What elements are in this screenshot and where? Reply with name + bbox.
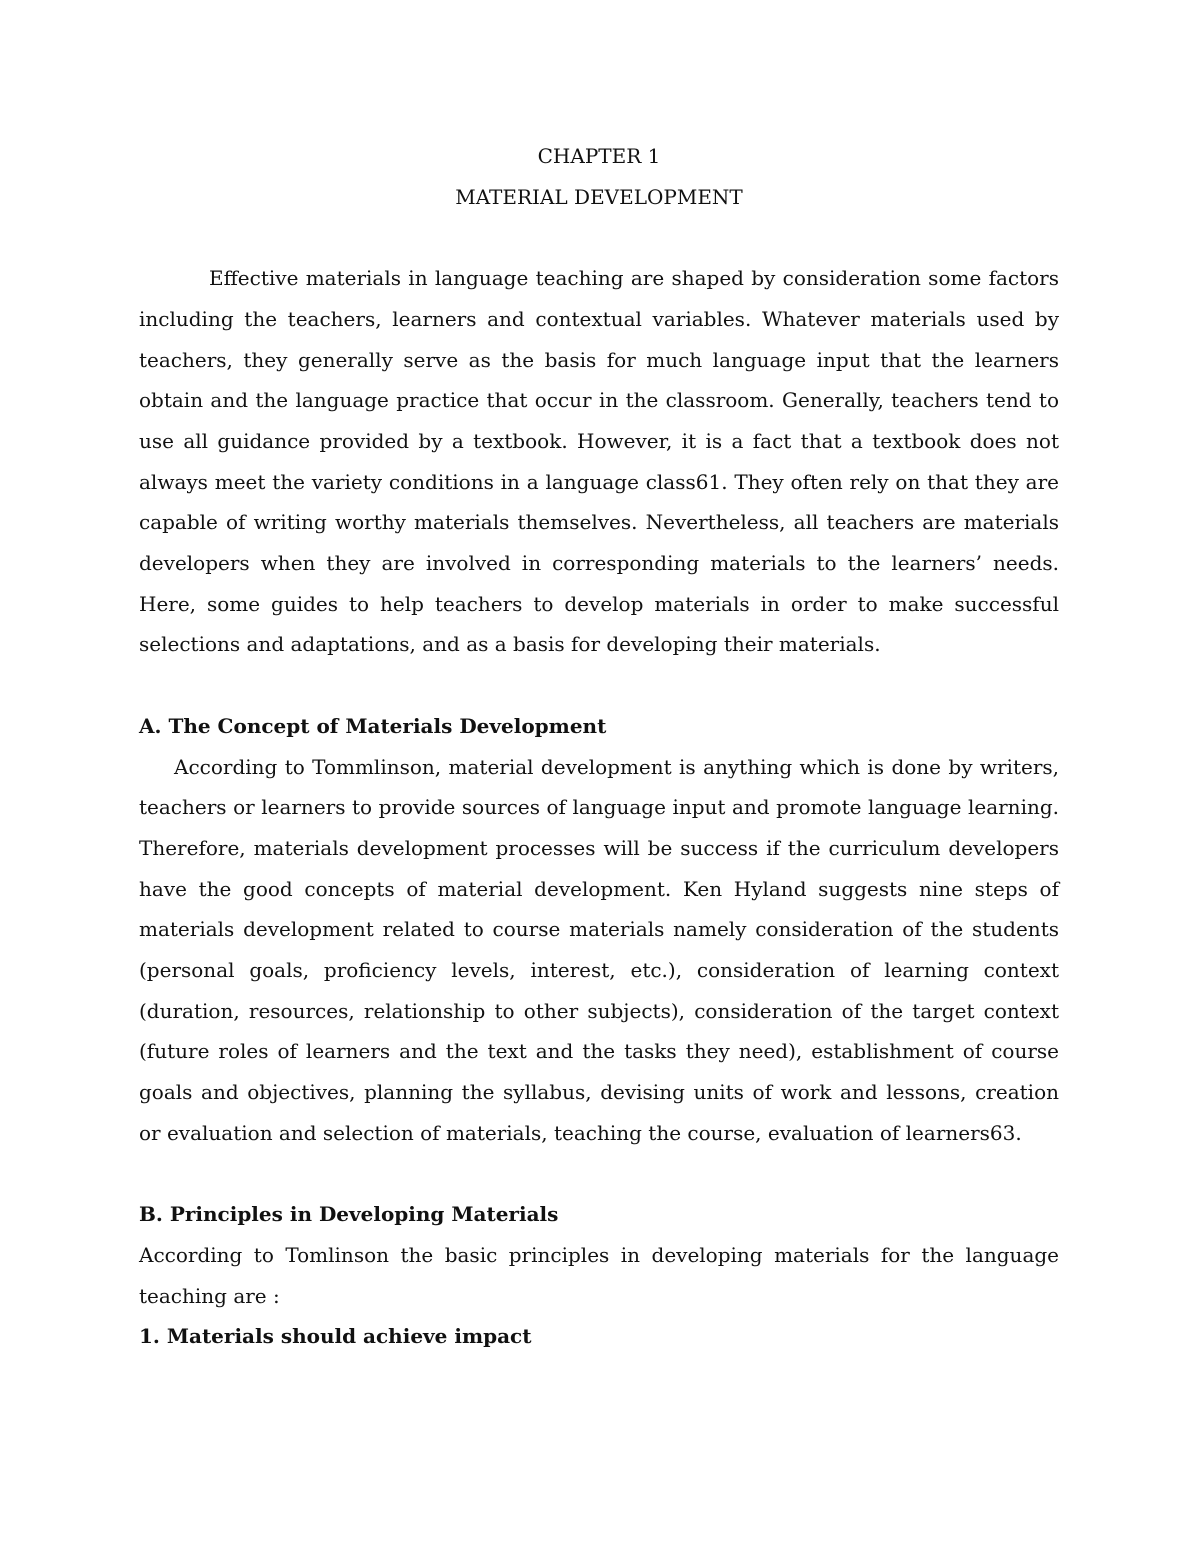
section-a-paragraph: According to Tommlinson, material development is anything which is done by writers, teachers or learners to provide sources of language input and promote language learning. Therefore, materials development processes will be success if the curriculum developers have the good concepts of material development. Ken Hyland suggests nine steps of materials development related to course materials namely consideration of the students (personal goals, proficiency levels, interest, etc.), consideration of learning context (duration, resources, relationship to other subjects), consideration of the target context (future roles of learners and the text and the tasks they need), establishment of course goals and objectives, planning the syllabus, devising units of work and lessons, creation or evaluation and selection of materials, teaching the course, evaluation of learners63. [139,754,1059,1145]
section-b-heading: B. Principles in Developing Materials [139,1202,559,1227]
numbered-principle-1: 1. Materials should achieve impact [139,1324,532,1349]
chapter-number: CHAPTER 1 [537,144,661,168]
section-b-paragraph: According to Tomlinson the basic principles in developing materials for the language teaching are : [139,1242,1059,1308]
intro-paragraph: Effective materials in language teaching are shaped by consideration some factors including the teachers, learners and contextual variables. Whatever materials used by teachers, they generally serve as the basis for much language input that the learners obtain and the language practice that occur in the classroom. Generally, teachers tend to use all guidance provided by a textbook. However, it is a fact that a textbook does not always meet the variety conditions in a language class61. They often rely on that they are capable of writing worthy materials themselves. Nevertheless, all teachers are materials developers when they are involved in corresponding materials to the learners’ needs. Here, some guides to help teachers to develop materials in order to make successful selections and adaptations, and as a basis for developing their materials. [139,266,1059,657]
section-a-heading: A. The Concept of Materials Development [139,713,607,738]
chapter-title: MATERIAL DEVELOPMENT [455,184,743,209]
document-content [139,136,1059,1357]
